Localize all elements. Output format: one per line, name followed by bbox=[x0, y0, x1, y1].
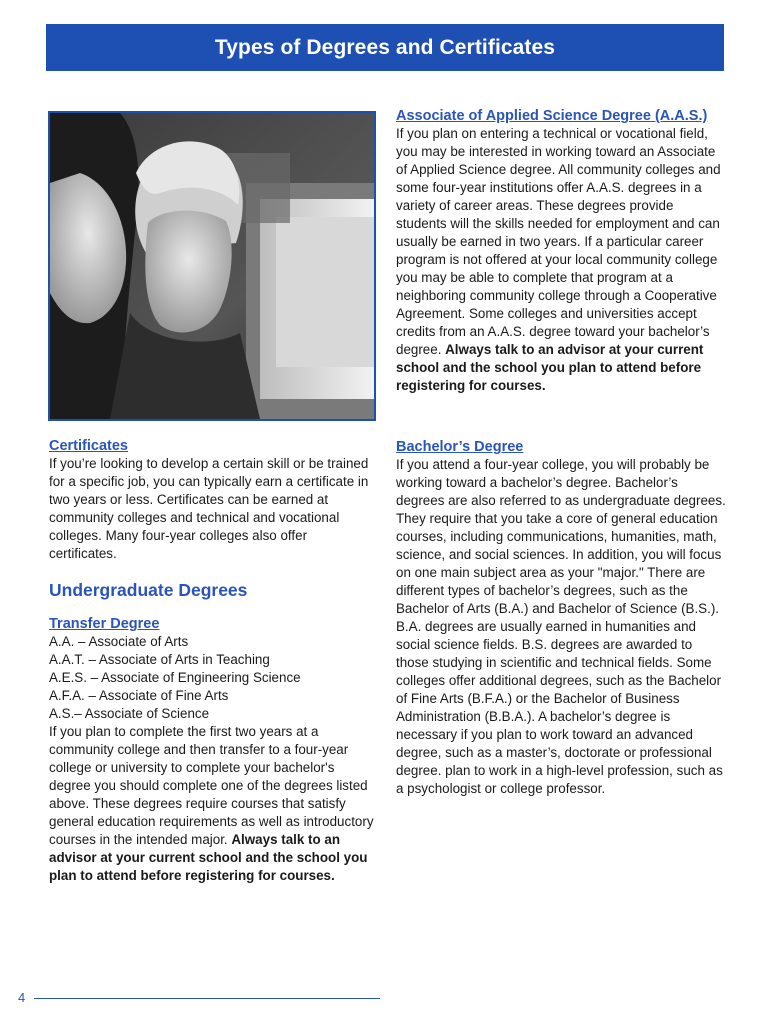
title-banner bbox=[46, 24, 724, 71]
list-item: A.A. – Associate of Arts bbox=[49, 634, 189, 649]
aas-body bbox=[396, 125, 726, 395]
certificates-body: If you’re looking to develop a certain skill or be trained for a specific job, you can typically earn a certificate in two years or less. Certificates can be earned at community colleges and technical and vocational colleges. Many four-year colleges also offer certificates. bbox=[49, 456, 369, 561]
undergraduate-degrees-heading: Undergraduate Degrees bbox=[49, 580, 248, 600]
page-number: 4 bbox=[18, 990, 26, 1005]
list-item: A.E.S. – Associate of Engineering Science bbox=[49, 670, 301, 685]
bachelors-heading: Bachelor’s Degree bbox=[396, 439, 524, 455]
transfer-degree-body bbox=[49, 723, 375, 885]
footer-rule bbox=[34, 998, 380, 999]
aas-text: If you plan on entering a technical or vocational field, you may be interested in working toward an Associate of Applied Science degree. All community colleges and some four-year institutions offer A.A.S. degrees in a variety of career areas. These degrees provide students will the skills needed for employment and can usually be earned in two years. If a particular career program is not offered at your local community college you may be able to complete that program at a neighboring community college through a Cooperative Agreement. Some colleges and universities accept credits from an A.A.S. degree toward your bachelor’s degree. bbox=[396, 126, 721, 357]
right-column bbox=[396, 107, 726, 798]
aas-heading: Associate of Applied Science Degree (A.A.S.) bbox=[396, 108, 708, 124]
list-item: A.S.– Associate of Science bbox=[49, 706, 210, 721]
transfer-degree-text: If you plan to complete the first two years at a community college and then transfer to a four-year college or university to complete your bachelor's degree you should complete one of the degrees listed above. These degrees require courses that satisfy general education requirements as well as introductory courses in the intended major. bbox=[49, 724, 374, 847]
left-column bbox=[49, 437, 375, 885]
aas-advisor-note: Always talk to an advisor at your current school and the school you plan to attend before registering for courses. bbox=[396, 342, 704, 393]
students-photo-illustration bbox=[50, 113, 374, 419]
list-item: A.A.T. – Associate of Arts in Teaching bbox=[49, 652, 270, 667]
bachelors-body: If you attend a four-year college, you will probably be working toward a bachelor’s degree. Bachelor’s degrees are also referred to as undergraduate degrees. They require that you take a core of general education courses, including communications, humanities, math, science, and social sciences. In addition, you will focus on one main subject area as your "major." There are different types of bachelor’s degrees, such as the Bachelor of Arts (B.A.) and Bachelor of Science (B.S.). B.A. degrees are usually earned in humanities and social science fields. B.S. degrees are awarded to those studying in scientific and technical fields. Some colleges offer additional degrees, such as the Bachelor of Fine Arts (B.F.A.) or the Bachelor of Business Administration (B.B.A.). A bachelor’s degree is necessary if you plan to work toward an advanced degree, such as a master’s, doctorate or professional degree. plan to work in a high-level profession, such as a psychologist or college professor. bbox=[396, 457, 726, 796]
transfer-degree-list bbox=[49, 633, 375, 723]
list-item: A.F.A. – Associate of Fine Arts bbox=[49, 688, 229, 703]
page-title: Types of Degrees and Certificates bbox=[214, 35, 556, 59]
transfer-degree-advisor-note: Always talk to an advisor at your current school and the school you plan to attend before registering for courses. bbox=[49, 832, 368, 883]
students-photo bbox=[48, 111, 376, 421]
certificates-heading: Certificates bbox=[49, 438, 128, 454]
transfer-degree-heading: Transfer Degree bbox=[49, 616, 160, 632]
